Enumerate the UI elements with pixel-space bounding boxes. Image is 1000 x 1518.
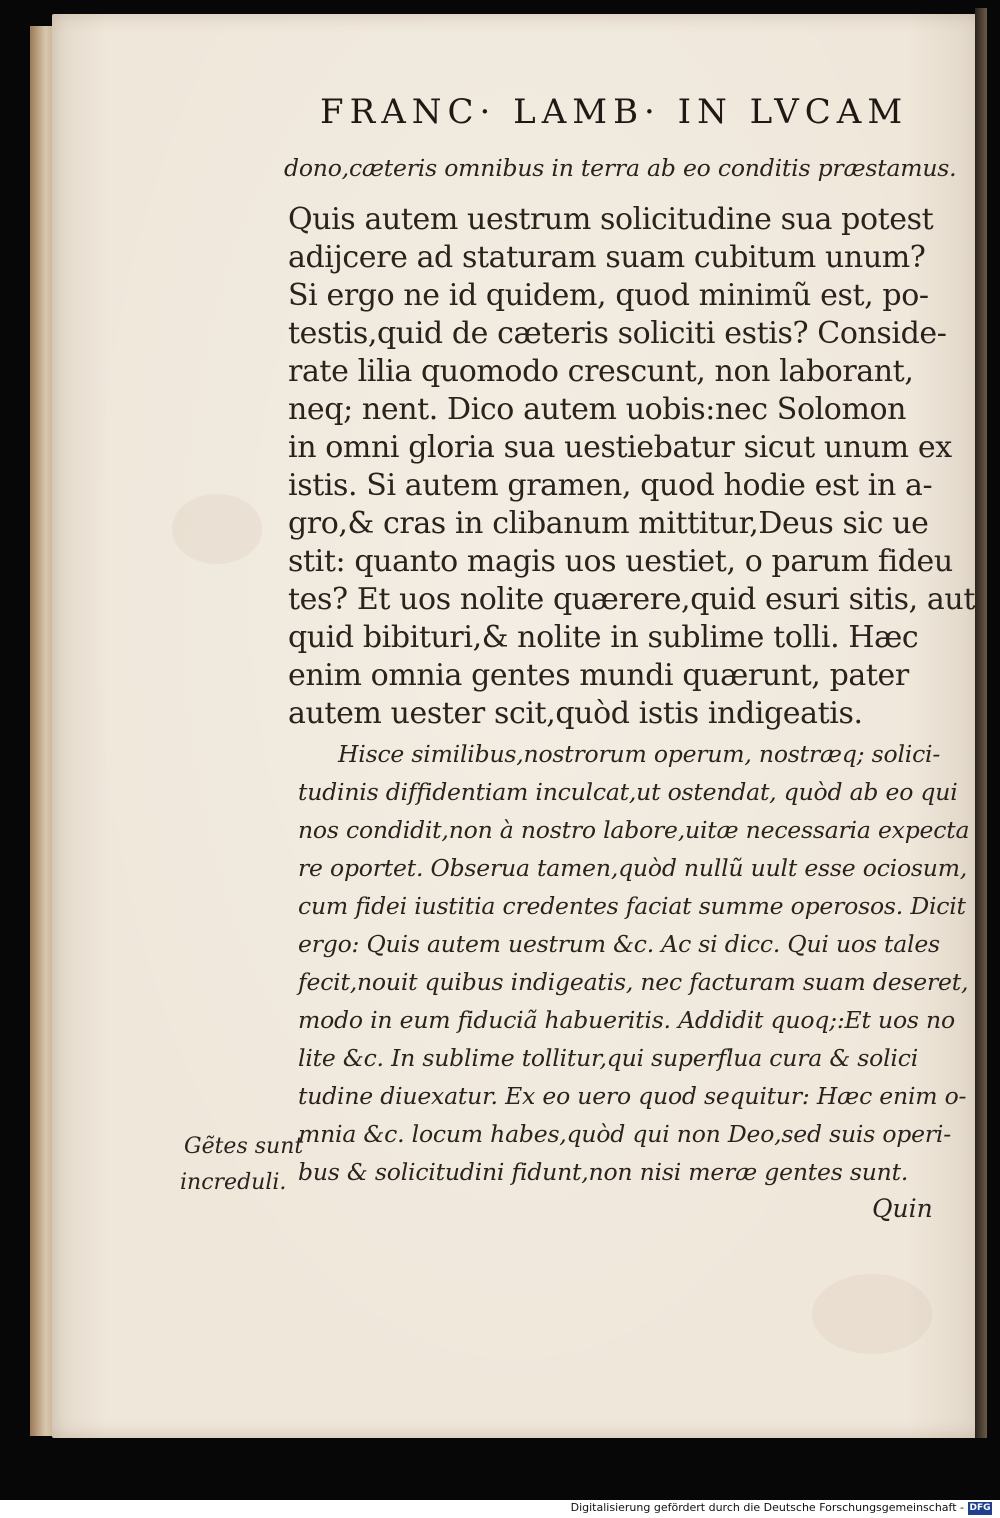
text-line: gro,& cras in clibanum mittitur,Deus sic ue [288, 506, 929, 541]
text-line: tudinis diffidentiam inculcat,ut ostendat, quòd ab eo qui [298, 778, 958, 806]
text-line: enim omnia gentes mundi quærunt, pater [288, 658, 909, 693]
text-line: testis,quid de cæteris soliciti estis? Conside- [288, 316, 947, 351]
text-line: ergo: Quis autem uestrum &c. Ac si dicc. Qui uos tales [298, 930, 940, 958]
text-line: dono,cæteris omnibus in terra ab eo conditis præstamus. [284, 154, 957, 182]
text-line: nos condidit,non à nostro labore,uitæ necessaria expecta [298, 816, 970, 844]
text-line: autem uester scit,quòd istis indigeatis. [288, 696, 863, 731]
text-line: Hisce similibus,nostrorum operum, nostræq; solici- [338, 740, 941, 768]
text-line: bus & solicitudini fidunt,non nisi meræ gentes sunt. [298, 1158, 909, 1186]
text-line: lite &c. In sublime tollitur,qui superflua cura & solici [298, 1044, 919, 1072]
text-line: istis. Si autem gramen, quod hodie est in a- [288, 468, 933, 503]
text-line: stit: quanto magis uos uestiet, o parum fideu [288, 544, 953, 579]
text-line: re oportet. Obserua tamen,quòd nullũ uult esse ociosum, [298, 854, 968, 882]
funding-credit: Digitalisierung gefördert durch die Deutsche Forschungsgemeinschaft - [570, 1501, 964, 1514]
text-line: in omni gloria sua uestiebatur sicut unum ex [288, 430, 952, 465]
page-edge-right [975, 8, 987, 1438]
text-line: cum fidei iustitia credentes faciat summe operosos. Dicit [298, 892, 966, 920]
text-line: neq; nent. Dico autem uobis:nec Solomon [288, 392, 907, 427]
text-line: modo in eum fiduciã habueritis. Addidit quoq;:Et uos no [298, 1006, 955, 1034]
running-head: FRANC· LAMB· IN LVCAM [320, 92, 909, 132]
text-line: rate lilia quomodo crescunt, non laborant, [288, 354, 914, 389]
catchword: Quin [872, 1194, 933, 1223]
marginal-note: increduli. [180, 1170, 287, 1195]
text-line: Si ergo ne id quidem, quod minimũ est, po- [288, 278, 929, 313]
text-line: tes? Et uos nolite quærere,quid esuri sitis, aut [288, 582, 975, 617]
text-line: adijcere ad staturam suam cubitum unum? [288, 240, 926, 275]
text-line: Quis autem uestrum solicitudine sua potest [288, 202, 934, 237]
book-page [52, 14, 982, 1438]
marginal-note: Gẽtes sunt [184, 1134, 304, 1159]
dfg-logo-icon: DFG [969, 1503, 991, 1513]
text-line: mnia &c. locum habes,quòd qui non Deo,sed suis operi- [298, 1120, 951, 1148]
text-line: tudine diuexatur. Ex eo uero quod sequitur: Hæc enim o- [298, 1082, 967, 1110]
text-block [52, 14, 982, 1438]
text-line: fecit,nouit quibus indigeatis, nec facturam suam deseret, [298, 968, 969, 996]
text-line: quid bibituri,& nolite in sublime tolli. Hæc [288, 620, 919, 655]
